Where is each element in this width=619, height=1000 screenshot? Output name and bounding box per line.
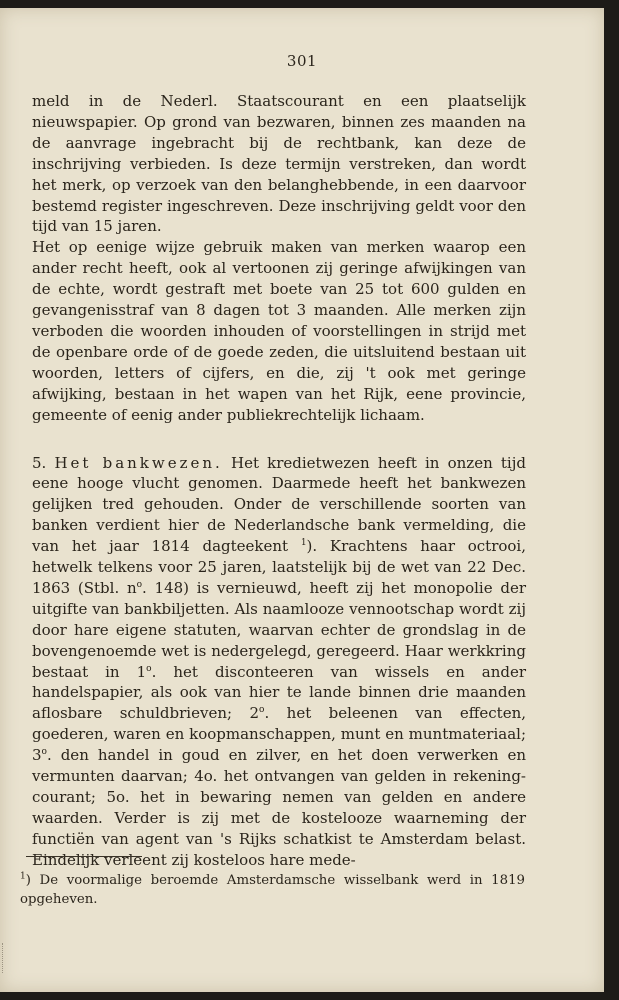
- page-edge-mark: [2, 943, 9, 973]
- section-heading: Het bankwezen.: [54, 453, 223, 472]
- footnote-reference: 1: [300, 538, 307, 549]
- banking-text-a: Het kredietwezen heeft in onzen tijd eene hooge vlucht genomen. Daarmede heeft het bankwezen gelijken tred gehouden. Onder de verschillende soorten van banken verdient hier de Nederlandsche bank vermelding, die van het jaar 1814 dagteekent: [32, 453, 526, 556]
- section-number: 5.: [32, 453, 47, 472]
- banking-text-d: . het disconteeren van wissels en ander handelspapier, als ook van hier te lande binnen drie maanden aflosbare schuldbrieven; 2: [32, 662, 526, 723]
- banking-text-b: ). Krachtens haar octrooi, hetwelk telkens voor 25 jaren, laatstelijk bij de wet van 22 Dec. 1863 (Stbl. n: [32, 537, 526, 597]
- ordinal-mark: o: [41, 747, 47, 758]
- body-text: [32, 91, 526, 871]
- banking-text-f: . den handel in goud en zilver, en het doen verwerken en vermunten daarvan; 4o. het ontvangen van gelden in rekening-courant; 5o. het in bewaring nemen van gelden en andere waarden. Verder is zij met de kostelooze waarneming der functiën van agent van 's Rijks schatkist te Amsterdam belast. Eindelijk verleent zij kosteloos hare mede-: [32, 746, 526, 869]
- section-gap: [32, 426, 526, 453]
- banking-text-c: . 148) is vernieuwd, heeft zij het monopolie der uitgifte van bankbiljetten. Als naamlooze vennootschap wordt zij door hare eigene statuten, waarvan echter de grondslag in de bovengenoemde wet is nedergelegd, geregeerd. Haar werkkring bestaat in 1: [32, 578, 526, 681]
- ordinal-mark: o: [136, 579, 143, 590]
- ordinal-mark: o: [259, 705, 265, 716]
- footnote: [20, 872, 525, 909]
- paragraph-banking: [32, 453, 526, 871]
- footnote-text: ) De voormalige beroemde Amsterdamsche wisselbank werd in 1819 opgeheven.: [20, 873, 525, 907]
- page-number: 301: [286, 52, 318, 70]
- paragraph-trademark-penalties: Het op eenige wijze gebruik maken van merken waarop een ander recht heeft, ook al vertoonen zij geringe afwijkingen van de echte, wordt gestraft met boete van 25 tot 600 gulden en gevangenisstraf van 8 dagen tot 3 maanden. Alle merken zijn verboden die woorden inhouden of voorstellingen in strijd met de openbare orde of de goede zeden, die uitsluitend bestaan uit woorden, letters of cijfers, en die, zij 't ook met geringe afwijking, bestaan in het wapen van het Rijk, eene provincie, gemeente of eenig ander publiekrechtelijk lichaam.: [32, 238, 526, 424]
- banking-text-e: . het beleenen van effecten, goederen, waren en koopmanschappen, munt en muntmateriaal; 3: [32, 704, 526, 765]
- paragraph-trademark-registration: meld in de Nederl. Staatscourant en een plaatselijk nieuwspapier. Op grond van bezwaren, binnen zes maanden na de aanvrage ingebracht bij de rechtbank, kan deze de inschrijving verbieden. Is deze termijn verstreken, dan wordt het merk, op verzoek van den belanghebbende, in een daarvoor bestemd register ingeschreven. Deze inschrijving geldt voor den tijd van 15 jaren.: [32, 92, 526, 236]
- footnote-divider: [26, 856, 142, 857]
- footnote-marker: 1: [20, 871, 26, 882]
- book-page: [0, 8, 604, 992]
- ordinal-mark: o: [146, 663, 152, 674]
